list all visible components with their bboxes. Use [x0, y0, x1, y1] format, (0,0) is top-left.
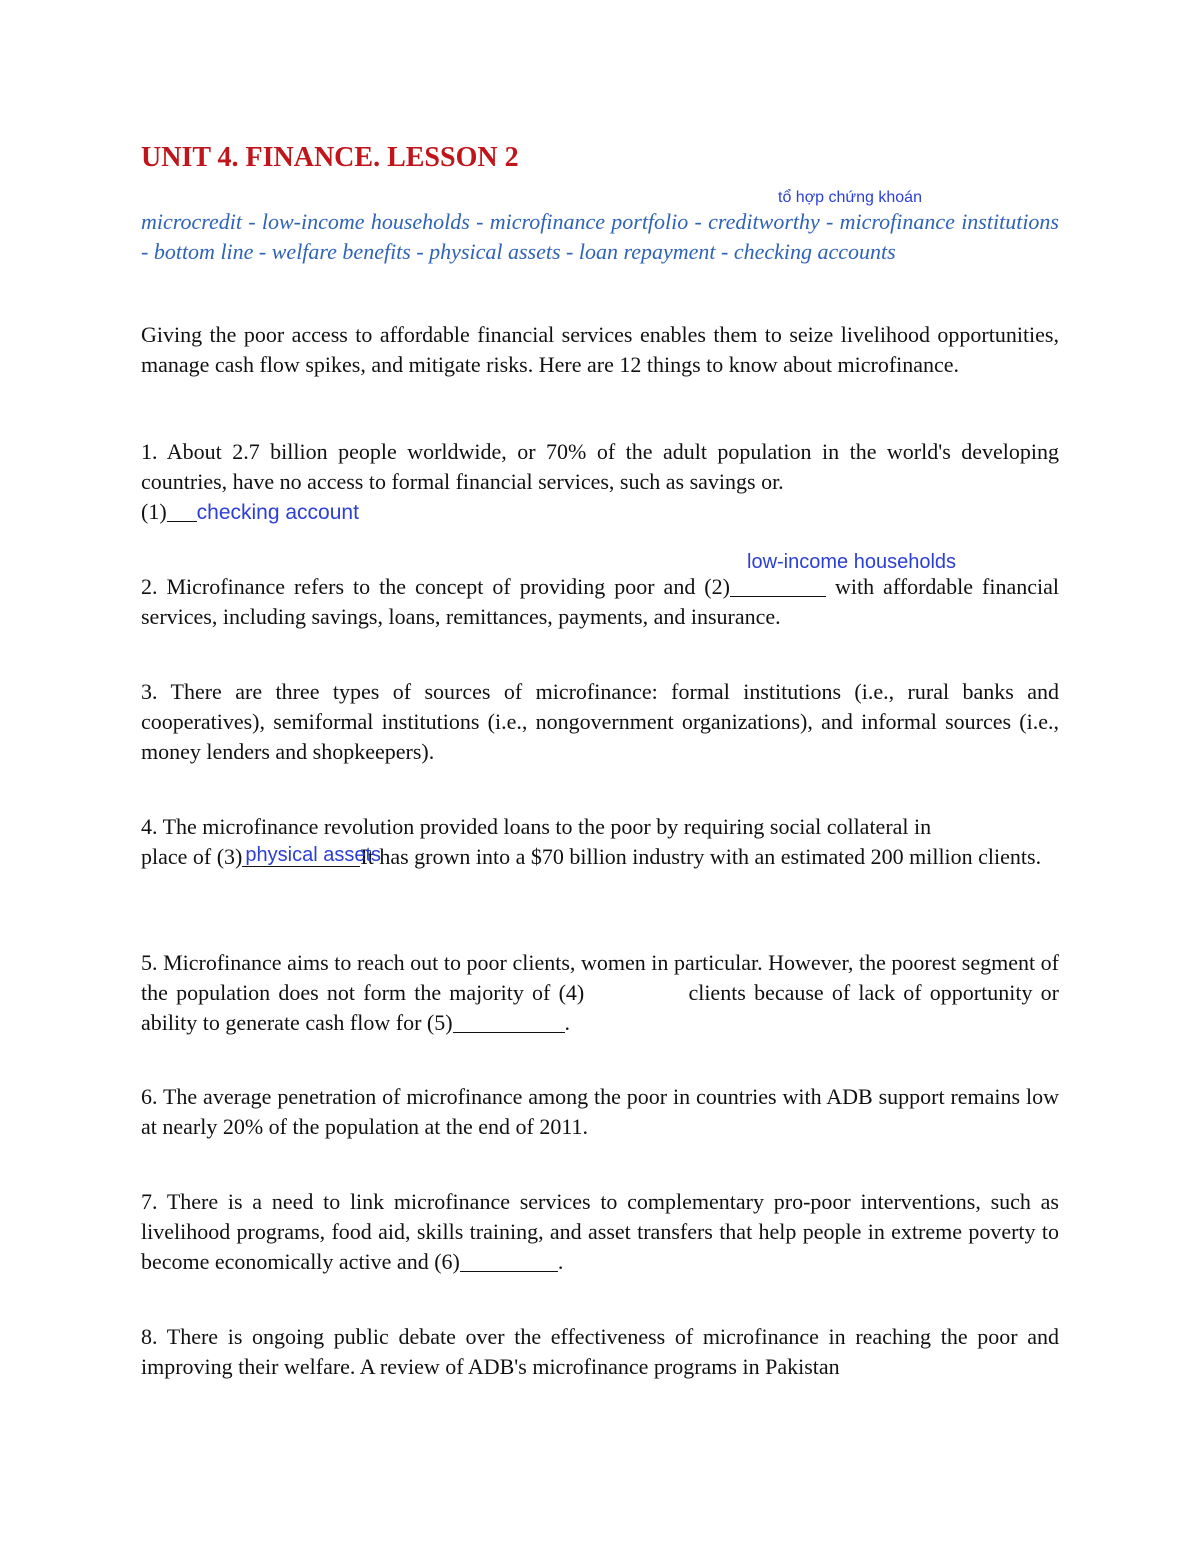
paragraph-2-after: with affordable financial services, including savings, loans, remittances, payments, and insurance.: [141, 574, 1059, 629]
paragraph-2-before: 2. Microfinance refers to the concept of providing poor and (2): [141, 574, 730, 599]
paragraph-1: [141, 437, 1059, 528]
paragraph-6: 6. The average penetration of microfinance among the poor in countries with ADB support remains low at nearly 20% of the population at the end of 2011.: [141, 1084, 1059, 1139]
blank-2-line[interactable]: [730, 574, 826, 597]
paragraph-5-before: 5. Microfinance aims to reach out to poor clients, women in particular. However, the poorest segment of the population does not form the majority of (4): [141, 950, 1059, 1005]
paragraph-5: [141, 948, 1059, 1038]
paragraph-7-before: 7. There is a need to link microfinance services to complementary pro-poor interventions, such as livelihood programs, food aid, skills training, and asset transfers that help people in extreme poverty to become economically active and (6): [141, 1189, 1059, 1274]
paragraph-1-text: 1. About 2.7 billion people worldwide, or 70% of the adult population in the world's developing countries, have no access to formal financial services, such as savings or.: [141, 439, 1059, 494]
paragraph-8: 8. There is ongoing public debate over the effectiveness of microfinance in reaching the poor and improving their welfare. A review of ADB's microfinance programs in Pakistan: [141, 1324, 1059, 1379]
answer-1: checking account: [196, 501, 359, 524]
page-title: UNIT 4. FINANCE. LESSON 2: [141, 142, 519, 173]
paragraph-7: [141, 1187, 1059, 1277]
paragraph-5-after: .: [564, 1010, 571, 1035]
blank-3-line[interactable]: [242, 844, 382, 867]
answer-3: physical assets: [245, 844, 382, 866]
vocabulary-list: microcredit - low-income households - microfinance portfolio - creditworthy - microfinance institutions - bottom line - welfare benefits - physical assets - loan repayment - checking accounts: [141, 209, 1059, 264]
blank-1-line[interactable]: [167, 499, 197, 522]
handwritten-note-translation: tổ hợp chứng khoán: [778, 189, 922, 206]
blank-5-line[interactable]: [453, 1010, 565, 1033]
blank-1-label: (1): [141, 499, 167, 524]
answer-2: low-income households: [747, 551, 957, 573]
blank-6-line[interactable]: [460, 1249, 558, 1272]
paragraph-5-middle: clients because of lack of opportunity or ability to generate cash flow for (5): [141, 980, 1059, 1035]
paragraph-4: [141, 812, 1059, 872]
paragraph-4-after: It has grown into a $70 billion industry with an estimated 200 million clients.: [360, 844, 1042, 869]
paragraph-4-before: place of (3): [141, 844, 243, 869]
paragraph-4-line1: 4. The microfinance revolution provided loans to the poor by requiring social collateral in: [141, 814, 932, 839]
paragraph-7-after: .: [557, 1249, 564, 1274]
intro-paragraph: Giving the poor access to affordable financial services enables them to seize livelihood opportunities, manage cash flow spikes, and mitigate risks. Here are 12 things to know about microfinance.: [141, 322, 1059, 377]
paragraph-2: [141, 572, 1059, 632]
paragraph-3: 3. There are three types of sources of microfinance: formal institutions (i.e., rural banks and cooperatives), semiformal institutions (i.e., nongovernment organizations), and informal sources (i.e., money lenders and shopkeepers).: [141, 679, 1059, 764]
